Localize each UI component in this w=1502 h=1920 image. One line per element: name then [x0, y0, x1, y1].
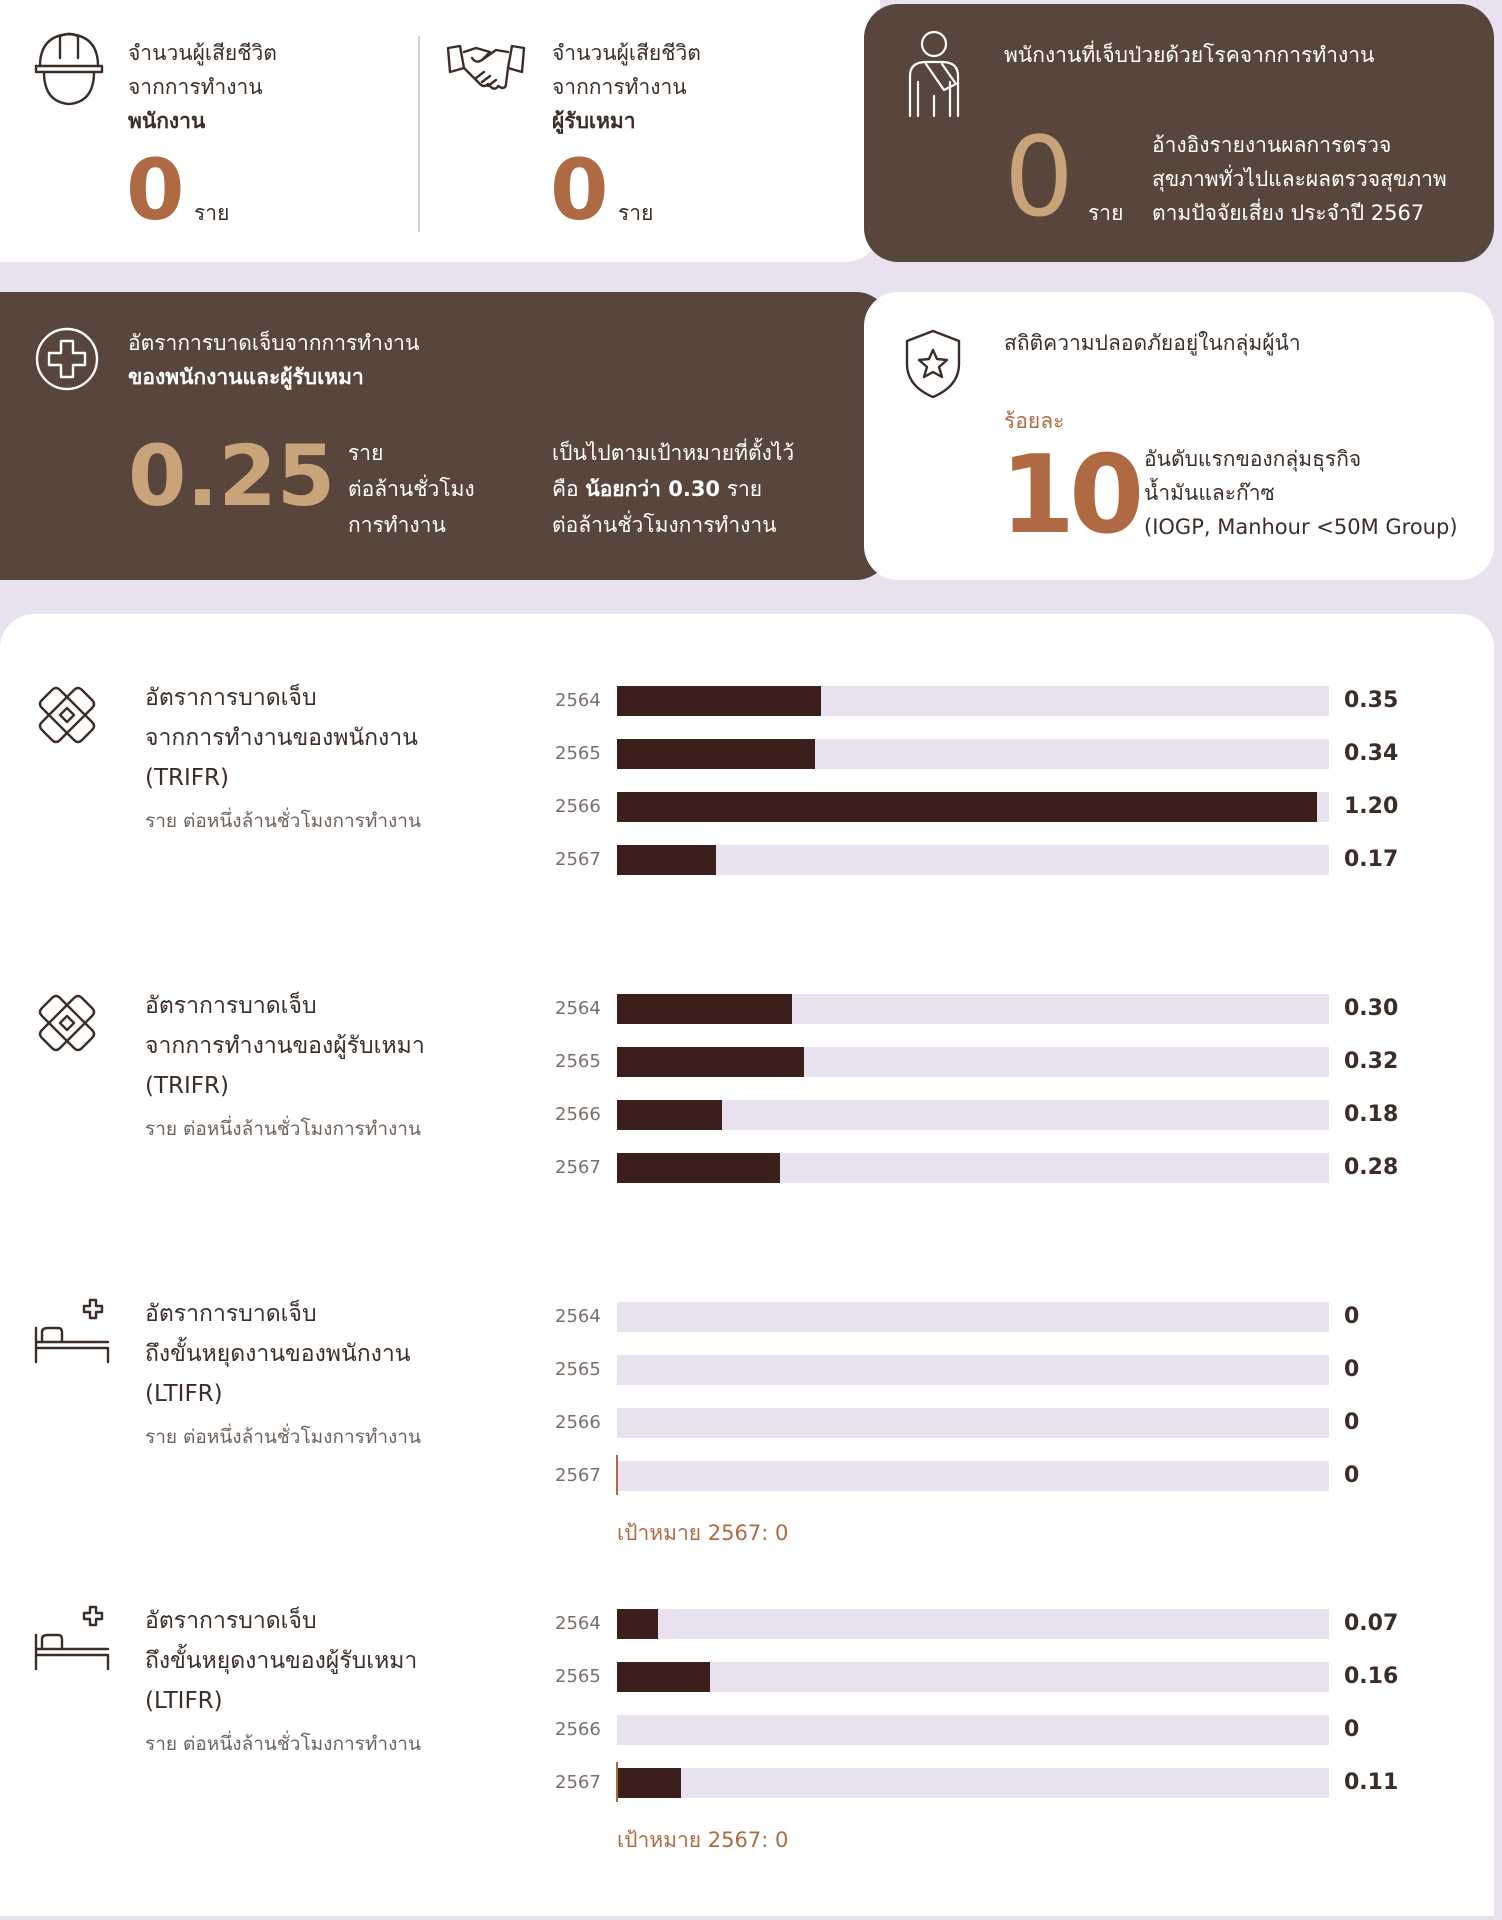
chart-4-title-line-3: (LTIFR) — [145, 1688, 223, 1714]
fatality-employee-line3: พนักงาน — [128, 109, 206, 133]
chart-2-value-2565: 0.32 — [1344, 1049, 1399, 1074]
chart-2-track-2565 — [617, 1047, 1329, 1077]
chart-2-title-line-3: (TRIFR) — [145, 1073, 229, 1099]
hard-hat-icon — [34, 28, 104, 108]
chart-4-value-2566: 0 — [1344, 1717, 1360, 1742]
chart-3-track-2566 — [617, 1408, 1329, 1438]
chart-2-track-2567 — [617, 1153, 1329, 1183]
chart-2-title-line-1: อัตราการบาดเจ็บ — [145, 993, 317, 1019]
chart-2-year-2567: 2567 — [555, 1157, 601, 1178]
injury-rate-unit1: ราย — [348, 441, 384, 465]
chart-1-value-2565: 0.34 — [1344, 741, 1399, 766]
injury-rate-card — [0, 292, 890, 580]
bandage-icon-1 — [34, 682, 100, 748]
chart-3-track-2565 — [617, 1355, 1329, 1385]
chart-3-unit: ราย ต่อหนึ่งล้านชั่วโมงการทำงาน — [145, 1426, 421, 1448]
chart-1-year-2564: 2564 — [555, 690, 601, 711]
chart-3-value-2565: 0 — [1344, 1357, 1360, 1382]
chart-4-title-line-1: อัตราการบาดเจ็บ — [145, 1608, 317, 1634]
chart-4-value-2567: 0.11 — [1344, 1770, 1399, 1795]
chart-4-bar-2564 — [617, 1609, 658, 1639]
chart-3-target: เป้าหมาย 2567: 0 — [617, 1521, 789, 1545]
chart-2-value-2566: 0.18 — [1344, 1102, 1399, 1127]
fatality-card — [0, 0, 880, 262]
chart-3-title-line-3: (LTIFR) — [145, 1381, 223, 1407]
chart-4-value-2565: 0.16 — [1344, 1664, 1399, 1689]
chart-3-title-line-1: อัตราการบาดเจ็บ — [145, 1301, 317, 1327]
chart-1-title-line-1: อัตราการบาดเจ็บ — [145, 685, 317, 711]
safety-stat-prefix: ร้อยละ — [1004, 409, 1065, 433]
chart-4-track-2566 — [617, 1715, 1329, 1745]
chart-3-year-2565: 2565 — [555, 1359, 601, 1380]
chart-3-value-2566: 0 — [1344, 1410, 1360, 1435]
chart-3-value-2567: 0 — [1344, 1463, 1360, 1488]
chart-2-value-2567: 0.28 — [1344, 1155, 1399, 1180]
fatality-employee-line2: จากการทำงาน — [128, 75, 263, 99]
occupational-illness-note1: อ้างอิงรายงานผลการตรวจ — [1152, 133, 1392, 157]
medical-cross-icon — [34, 326, 100, 392]
occupational-illness-note2: สุขภาพทั่วไปและผลตรวจสุขภาพ — [1152, 167, 1447, 191]
chart-1-year-2567: 2567 — [555, 849, 601, 870]
chart-2-bar-2564 — [617, 994, 792, 1024]
chart-4-value-2564: 0.07 — [1344, 1611, 1399, 1636]
fatality-contractor-line1: จำนวนผู้เสียชีวิต — [552, 41, 701, 65]
injury-rate-title2: ของพนักงานและผู้รับเหมา — [128, 365, 364, 389]
occupational-illness-note3: ตามปัจจัยเสี่ยง ประจำปี 2567 — [1152, 201, 1425, 225]
injury-rate-target2: คือ น้อยกว่า 0.30 ราย — [552, 477, 763, 501]
chart-4-target: เป้าหมาย 2567: 0 — [617, 1828, 789, 1852]
injury-rate-title1: อัตราการบาดเจ็บจากการทำงาน — [128, 331, 420, 355]
chart-2-track-2566 — [617, 1100, 1329, 1130]
chart-4-unit: ราย ต่อหนึ่งล้านชั่วโมงการทำงาน — [145, 1733, 421, 1755]
chart-4-bar-2565 — [617, 1662, 710, 1692]
chart-1-value-2567: 0.17 — [1344, 847, 1399, 872]
safety-stat-value: 10 — [1000, 433, 1139, 558]
chart-1-track-2567 — [617, 845, 1329, 875]
chart-2-unit: ราย ต่อหนึ่งล้านชั่วโมงการทำงาน — [145, 1118, 421, 1140]
chart-4-title-line-2: ถึงขั้นหยุดงานของผู้รับเหมา — [145, 1648, 418, 1674]
fatality-contractor-unit: ราย — [618, 201, 654, 225]
occupational-illness-unit: ราย — [1088, 201, 1124, 225]
chart-1-bar-2564 — [617, 686, 821, 716]
fatality-employee-line1: จำนวนผู้เสียชีวิต — [128, 41, 277, 65]
chart-3-track-2567 — [617, 1461, 1329, 1491]
chart-4-year-2565: 2565 — [555, 1666, 601, 1687]
chart-4-track-2567 — [617, 1768, 1329, 1798]
occupational-illness-title: พนักงานที่เจ็บป่วยด้วยโรคจากการทำงาน — [1004, 43, 1375, 67]
arm-sling-person-icon — [904, 30, 964, 120]
safety-stat-card — [864, 292, 1494, 580]
chart-4-year-2566: 2566 — [555, 1719, 601, 1740]
safety-stat-title: สถิติความปลอดภัยอยู่ในกลุ่มผู้นำ — [1004, 331, 1301, 355]
chart-3-title-line-2: ถึงขั้นหยุดงานของพนักงาน — [145, 1341, 411, 1367]
chart-1-title-line-3: (TRIFR) — [145, 765, 229, 791]
chart-4-year-2564: 2564 — [555, 1613, 601, 1634]
chart-2-year-2566: 2566 — [555, 1104, 601, 1125]
chart-1-title-line-2: จากการทำงานของพนักงาน — [145, 725, 418, 751]
chart-3-track-2564 — [617, 1302, 1329, 1332]
fatality-employee-unit: ราย — [194, 201, 230, 225]
chart-2-bar-2565 — [617, 1047, 804, 1077]
safety-stat-desc3: (IOGP, Manhour <50M Group) — [1144, 515, 1458, 539]
hospital-bed-icon-3 — [34, 1298, 110, 1364]
safety-stat-desc1: อันดับแรกของกลุ่มธุรกิจ — [1144, 447, 1362, 471]
chart-2-year-2564: 2564 — [555, 998, 601, 1019]
chart-4-target-line — [616, 1762, 618, 1802]
chart-4-year-2567: 2567 — [555, 1772, 601, 1793]
chart-2-track-2564 — [617, 994, 1329, 1024]
injury-rate-target1: เป็นไปตามเป้าหมายที่ตั้งไว้ — [552, 441, 795, 465]
shield-star-icon — [904, 328, 962, 400]
chart-2-year-2565: 2565 — [555, 1051, 601, 1072]
card-divider — [418, 36, 420, 232]
chart-3-year-2566: 2566 — [555, 1412, 601, 1433]
chart-2-title-line-2: จากการทำงานของผู้รับเหมา — [145, 1033, 425, 1059]
chart-2-bar-2567 — [617, 1153, 780, 1183]
fatality-employee-value: 0 — [126, 141, 185, 239]
chart-1-track-2564 — [617, 686, 1329, 716]
chart-1-bar-2567 — [617, 845, 716, 875]
handshake-icon — [446, 38, 526, 98]
occupational-illness-value: 0 — [1004, 113, 1074, 241]
fatality-contractor-value: 0 — [550, 141, 609, 239]
safety-stat-desc2: น้ำมันและก๊าซ — [1144, 481, 1275, 505]
chart-1-bar-2565 — [617, 739, 815, 769]
chart-1-year-2566: 2566 — [555, 796, 601, 817]
injury-rate-target3: ต่อล้านชั่วโมงการทำงาน — [552, 513, 777, 537]
injury-rate-unit2: ต่อล้านชั่วโมง — [348, 477, 475, 501]
fatality-contractor-line2: จากการทำงาน — [552, 75, 687, 99]
chart-2-value-2564: 0.30 — [1344, 996, 1399, 1021]
chart-4-bar-2567 — [617, 1768, 681, 1798]
chart-1-value-2564: 0.35 — [1344, 688, 1399, 713]
injury-rate-value: 0.25 — [128, 427, 336, 525]
chart-4-track-2565 — [617, 1662, 1329, 1692]
bandage-icon-2 — [34, 990, 100, 1056]
chart-1-value-2566: 1.20 — [1344, 794, 1399, 819]
chart-3-target-line — [616, 1455, 618, 1495]
hospital-bed-icon-4 — [34, 1605, 110, 1671]
chart-1-bar-2566 — [617, 792, 1317, 822]
chart-4-track-2564 — [617, 1609, 1329, 1639]
chart-3-value-2564: 0 — [1344, 1304, 1360, 1329]
fatality-contractor-line3: ผู้รับเหมา — [552, 109, 636, 133]
chart-1-track-2565 — [617, 739, 1329, 769]
occupational-illness-card — [864, 4, 1494, 262]
chart-3-year-2564: 2564 — [555, 1306, 601, 1327]
chart-1-year-2565: 2565 — [555, 743, 601, 764]
chart-panel — [0, 614, 1494, 1916]
chart-3-year-2567: 2567 — [555, 1465, 601, 1486]
chart-1-unit: ราย ต่อหนึ่งล้านชั่วโมงการทำงาน — [145, 810, 421, 832]
chart-1-track-2566 — [617, 792, 1329, 822]
chart-2-bar-2566 — [617, 1100, 722, 1130]
injury-rate-unit3: การทำงาน — [348, 513, 446, 537]
